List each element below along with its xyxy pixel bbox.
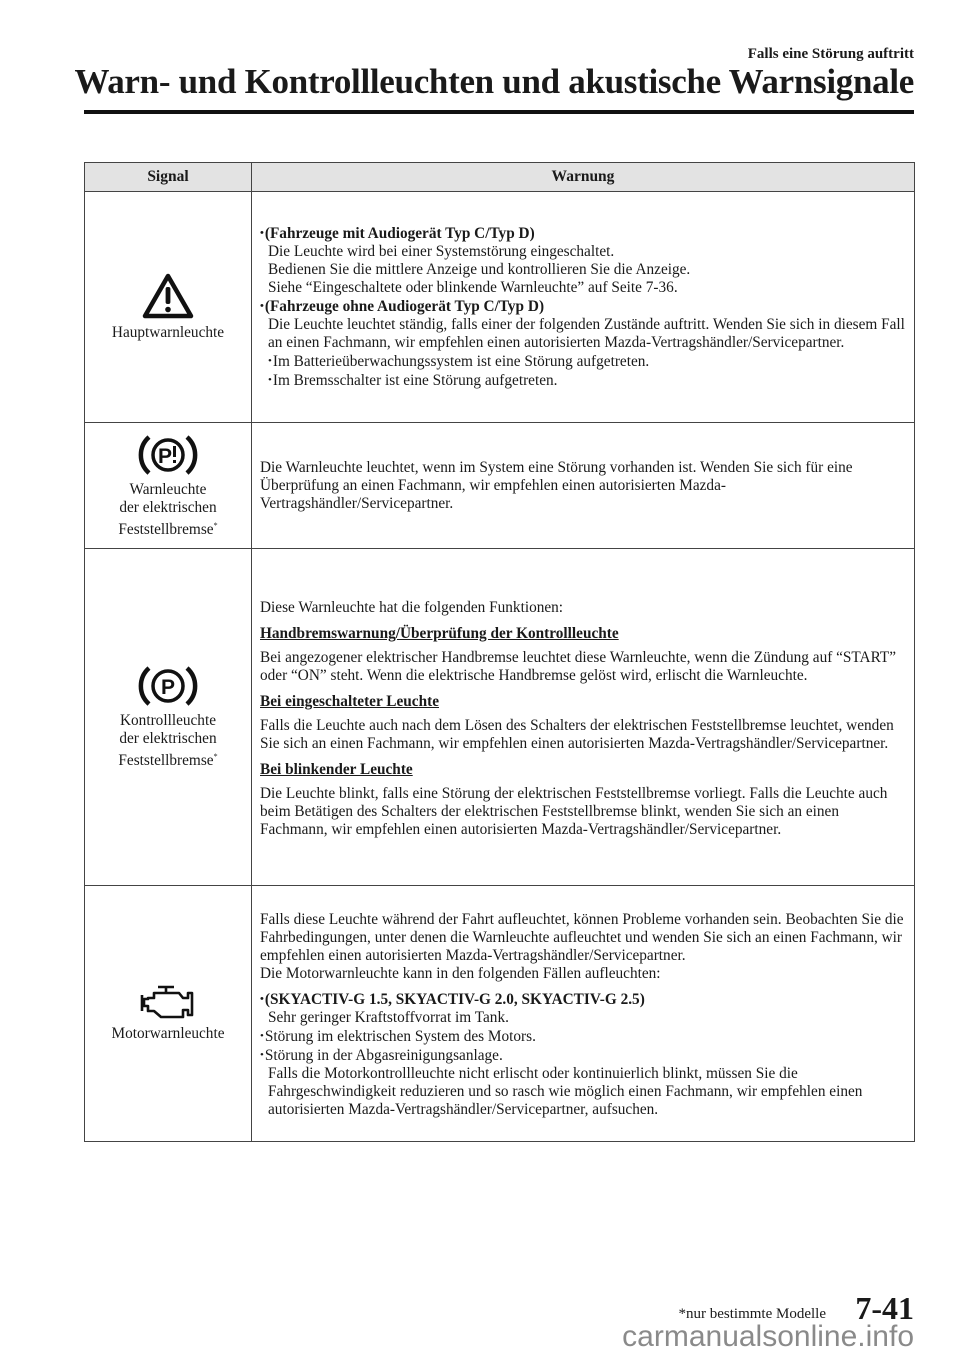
subheading: Handbremswarnung/Überprüfung der Kontrollleuchte: [260, 624, 619, 642]
text-line: Die Leuchte wird bei einer Systemstörung eingeschaltet.: [268, 243, 615, 260]
svg-text:P: P: [161, 676, 176, 699]
signal-label-line: der elektrischen: [119, 730, 217, 747]
column-header-signal: Signal: [85, 163, 252, 192]
watermark: carmanualsonline.info: [622, 1320, 914, 1353]
text-paragraph: Die Leuchte leuchtet ständig, falls einer der folgenden Zustände auftritt. Wenden Sie sich in diesem Fall an einen Fachmann, wir empfehlen einen autorisierten Mazda-Vertragshändler/Servicepartner.: [268, 316, 905, 351]
signal-label-line: der elektrischen: [119, 498, 217, 516]
signal-label-text: Feststellbremse: [118, 752, 214, 769]
title-rule: [84, 110, 914, 114]
signal-label-line: Kontrollleuchte: [119, 712, 216, 729]
text-paragraph: Die Leuchte blinkt, falls eine Störung der elektrischen Feststellbremse vorliegt. Falls die Leuchte auch beim Betätigen des Schalters der elektrischen Feststellbremse blinkt, wenden Sie sich an einen Fachmann, wir empfehlen einen autorisierten Mazda-Vertragshändler/Servicepartner.: [260, 784, 888, 838]
warning-description: [252, 192, 915, 423]
signal-cell: [85, 423, 252, 549]
intro-text: Falls diese Leuchte während der Fahrt aufleuchtet, können Probleme vorhanden sein. Beobachten Sie die Fahrbedingungen, unter denen die Warnleuchte aufleuchtet und wenden Sie sich an einen Fachmann, wir empfehlen einen autorisierten Mazda-Vertragshändler/Servicepartner.: [260, 911, 904, 964]
page-number: 7-41: [855, 1290, 914, 1326]
signal-label-line: [89, 517, 247, 539]
warning-description: [252, 886, 915, 1142]
bullet-heading: • (Fahrzeuge ohne Audiogerät Typ C/Typ D): [260, 297, 906, 316]
signal-label-line: [89, 748, 247, 770]
bullet-item: • Störung in der Abgasreinigungsanlage.: [260, 1046, 906, 1065]
table-row: [85, 549, 915, 886]
signal-label-line: Warnleuchte: [129, 480, 207, 498]
text-paragraph: Falls die Leuchte auch nach dem Lösen des Schalters der elektrischen Feststellbremse leuchtet, wenden Sie sich an einen Fachmann, wir empfehlen einen autorisierten Mazda-Vertragshändler/Servicepartner.: [260, 716, 894, 752]
subheading: Bei blinkender Leuchte: [260, 760, 413, 778]
page-title: Warn- und Kontrollleuchten und akustische Warnsignale: [74, 62, 914, 101]
signal-label: Motorwarnleuchte: [111, 1024, 225, 1042]
signal-cell: [85, 549, 252, 886]
text-line: Siehe “Eingeschaltete oder blinkende Warnleuchte” auf Seite 7-36.: [268, 279, 678, 296]
asterisk-footnote-marker: *: [213, 520, 218, 530]
engine-check-icon: [139, 985, 197, 1021]
subheading: Bei eingeschalteter Leuchte: [260, 692, 439, 710]
bullet-item: • Störung im elektrischen System des Motors.: [260, 1027, 906, 1046]
bullet-heading: • (Fahrzeuge mit Audiogerät Typ C/Typ D): [260, 224, 906, 243]
table-header-row: [85, 163, 915, 192]
table-row: [85, 192, 915, 423]
text-paragraph: Die Warnleuchte leuchtet, wenn im System eine Störung vorhanden ist. Wenden Sie sich für eine Überprüfung an einen Fachmann, wir empfehlen einen autorisierten Mazda-Vertragshändler/Servicepartner.: [260, 458, 853, 512]
parking-brake-warning-icon: [137, 433, 199, 477]
master-warning-triangle-icon: [141, 272, 195, 320]
table-row: [85, 886, 915, 1142]
signal-cell: [85, 192, 252, 423]
sub-bullet: • Im Bremsschalter ist eine Störung aufgetreten.: [260, 371, 906, 390]
table-row: [85, 423, 915, 549]
footnote: *nur bestimmte Modelle: [678, 1306, 826, 1322]
warning-description: [252, 423, 915, 549]
text-line: Bedienen Sie die mittlere Anzeige und kontrollieren Sie die Anzeige.: [268, 261, 691, 278]
intro-text: Die Motorwarnleuchte kann in den folgenden Fällen aufleuchten:: [260, 965, 661, 982]
intro-text: Diese Warnleuchte hat die folgenden Funktionen:: [260, 598, 564, 616]
svg-text:P: P: [158, 444, 173, 468]
section-label: Falls eine Störung auftritt: [747, 46, 914, 62]
warning-lights-table: [84, 162, 915, 1142]
text-line: Sehr geringer Kraftstoffvorrat im Tank.: [268, 1009, 509, 1026]
warning-description: [252, 549, 915, 886]
signal-label-text: Feststellbremse: [118, 520, 214, 538]
text-paragraph: Falls die Motorkontrollleuchte nicht erlischt oder kontinuierlich blinkt, müssen Sie die Fahrgeschwindigkeit reduzieren und so rasch wie möglich einen Fachmann, wir empfehlen einen autorisierten Mazda-Vertragshändler/Servicepartner, aufsuchen.: [268, 1065, 863, 1118]
text-paragraph: Bei angezogener elektrischer Handbremse leuchtet diese Warnleuchte, wenn die Zündung auf “START” oder “ON” steht. Wenn die elektrische Handbremse gelöst wird, erlischt die Warnleuchte.: [260, 648, 897, 684]
asterisk-footnote-marker: *: [213, 752, 218, 761]
signal-label: Hauptwarnleuchte: [111, 324, 225, 341]
parking-brake-indicator-icon: [137, 664, 199, 708]
sub-bullet: • Im Batterieüberwachungssystem ist eine Störung aufgetreten.: [260, 352, 906, 371]
column-header-warnung: Warnung: [252, 163, 915, 192]
bullet-heading: • (SKYACTIV-G 1.5, SKYACTIV-G 2.0, SKYACTIV-G 2.5): [260, 990, 906, 1009]
signal-cell: [85, 886, 252, 1142]
